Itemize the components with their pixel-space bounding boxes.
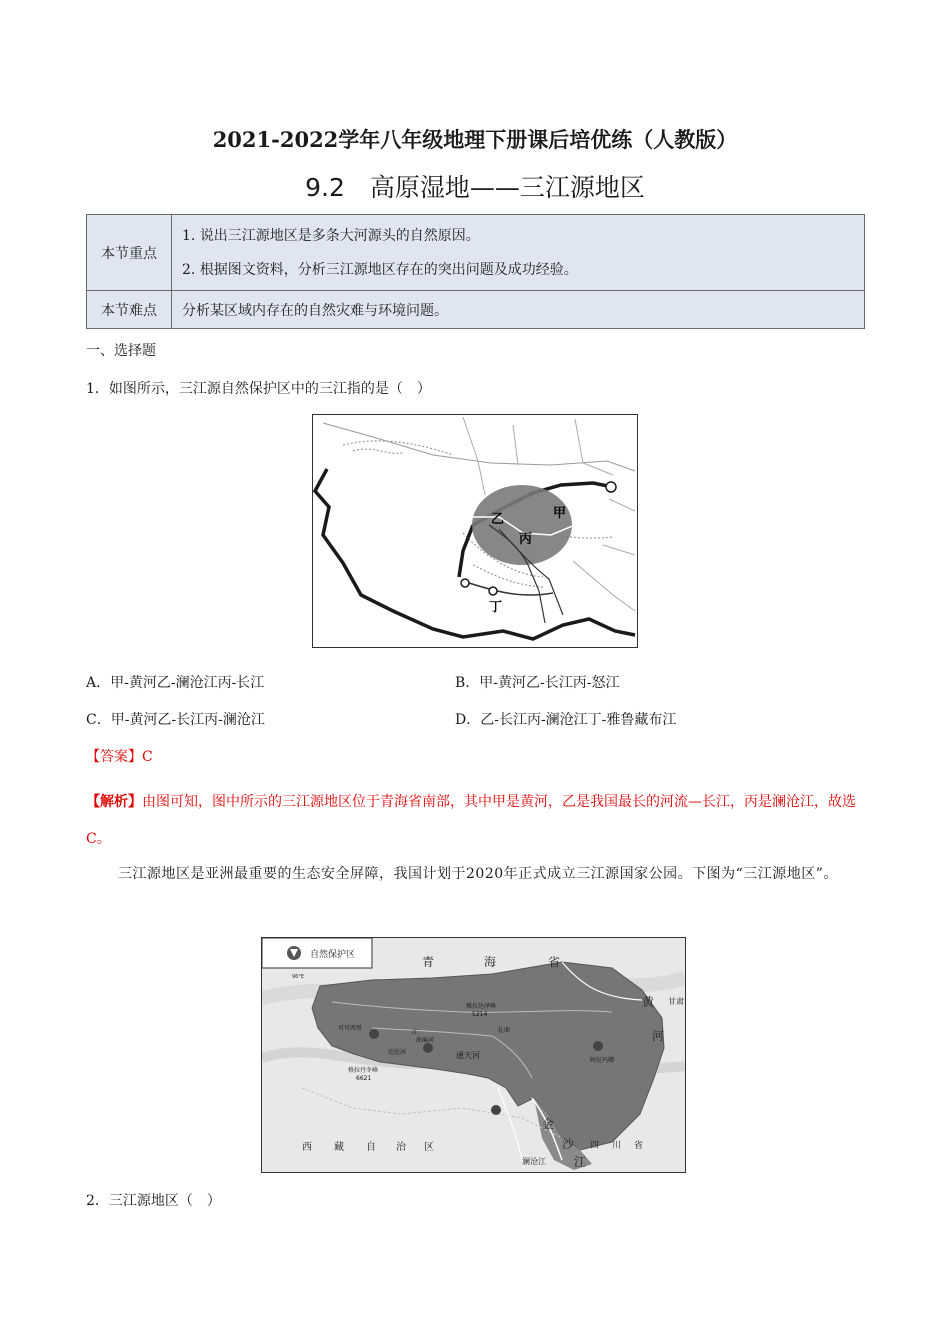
map2-label-huang: 黄 — [642, 995, 655, 1009]
map2-label-tuotuohe: 沱沱河 — [388, 1049, 407, 1056]
map2-label-jiangbu: 江 — [412, 1029, 419, 1036]
map-label-bing: 丙 — [519, 532, 533, 547]
map2-label-jin: 金 — [542, 1117, 555, 1131]
focus-items — [172, 215, 865, 291]
map2-label-sheng2: 省 — [634, 1141, 644, 1151]
focus-item-1-num: 1. — [182, 227, 196, 244]
analysis-tag: 【解析】 — [86, 794, 142, 810]
map2-label-xi: 西 — [302, 1142, 312, 1153]
map2-label-tongtian: 通天河 — [456, 1051, 480, 1060]
difficulty-row — [87, 291, 865, 329]
map-label-ding: 丁 — [489, 600, 503, 615]
map2-label-lancang: 澜沧江 — [522, 1157, 546, 1166]
question-1-map-svg — [313, 415, 637, 647]
difficulty-label: 本节难点 — [87, 291, 172, 329]
focus-item-2 — [182, 253, 854, 287]
map2-label-si: 四 — [590, 1141, 600, 1151]
lesson-title: 9.2 高原湿地——三江源地区 — [305, 173, 645, 202]
option-c: C．甲-黄河乙-长江丙-澜沧江 — [86, 712, 265, 728]
question-2-stem: 2．三江源地区（ ） — [86, 1193, 221, 1209]
map2-label-jiang: 江 — [574, 1155, 587, 1169]
map2-label-he: 河 — [652, 1029, 665, 1043]
map2-peak2-height: 5214 — [472, 1011, 488, 1018]
map-label-jia: 甲 — [553, 506, 567, 521]
map2-label-qu: 区 — [424, 1142, 434, 1153]
option-b: B．甲-黄河乙-长江丙-怒江 — [455, 675, 620, 691]
map2-label-zhi: 治 — [396, 1142, 406, 1153]
map2-label-zaqu: 扎曲 — [498, 1027, 511, 1034]
sanjiangyuan-map — [261, 937, 686, 1173]
map2-label-chuan: 川 — [612, 1141, 622, 1151]
sanjiangyuan-map-svg — [262, 938, 685, 1172]
focus-row — [87, 215, 865, 291]
option-d: D．乙-长江丙-澜沧江丁-雅鲁藏布江 — [455, 712, 677, 728]
passage: 三江源地区是亚洲最重要的生态安全屏障，我国计划于2020年正式成立三江源国家公园。下图为“三江源地区”。 — [118, 866, 838, 882]
focus-label: 本节重点 — [87, 215, 172, 291]
document-title: 2021-2022学年八年级地理下册课后培优练（人教版） — [212, 127, 738, 152]
key-points-table — [86, 214, 865, 329]
map2-peak1-height: 6621 — [356, 1075, 372, 1082]
answer-tag: 【答案】 — [86, 749, 142, 765]
map2-label-sheng: 省 — [548, 955, 561, 969]
map2-label-sha: 沙 — [562, 1137, 575, 1151]
answer-line — [86, 746, 153, 768]
map2-label-animaqin: 阿尼玛卿 — [590, 1057, 615, 1064]
analysis-block — [86, 784, 880, 858]
difficulty-text: 分析某区域内存在的自然灾难与环境问题。 — [172, 291, 865, 329]
map2-label-kekexili: 可可西里 — [338, 1025, 363, 1032]
map2-peak1-name: 格拉丹冬峰 — [348, 1067, 379, 1074]
question-1-map — [312, 414, 638, 648]
map-label-yi: 乙 — [491, 512, 505, 527]
map2-longitude: 96°E — [292, 974, 305, 980]
map2-legend: 自然保护区 — [310, 950, 356, 960]
focus-item-2-text: 根据图文资料，分析三江源地区存在的突出问题及成功经验。 — [199, 261, 578, 278]
analysis-text: 由图可知，图中所示的三江源地区位于青海省南部，其中甲是黄河，乙是我国最长的河流—长江，丙是澜沧江，故选C。 — [86, 794, 856, 847]
option-a: A．甲-黄河乙-澜沧江丙-长江 — [86, 675, 265, 691]
map2-label-qumahe: 曲麻河 — [416, 1037, 435, 1044]
focus-item-2-num: 2. — [182, 261, 196, 278]
map2-label-qing: 青 — [422, 955, 435, 969]
focus-item-1-text: 说出三江源地区是多条大河源头的自然原因。 — [199, 227, 480, 244]
map2-label-gansu: 甘肃 — [668, 997, 684, 1006]
section-heading: 一、选择题 — [86, 343, 156, 359]
focus-item-1 — [182, 219, 854, 253]
map2-label-zi: 自 — [366, 1142, 376, 1153]
answer-value: C — [142, 749, 153, 765]
question-1-stem: 1．如图所示，三江源自然保护区中的三江指的是（ ） — [86, 381, 431, 397]
map2-peak2-name: 雅拉达泽峰 — [466, 1003, 497, 1010]
map2-label-hai: 海 — [484, 955, 497, 969]
map2-label-zang: 藏 — [334, 1142, 344, 1153]
